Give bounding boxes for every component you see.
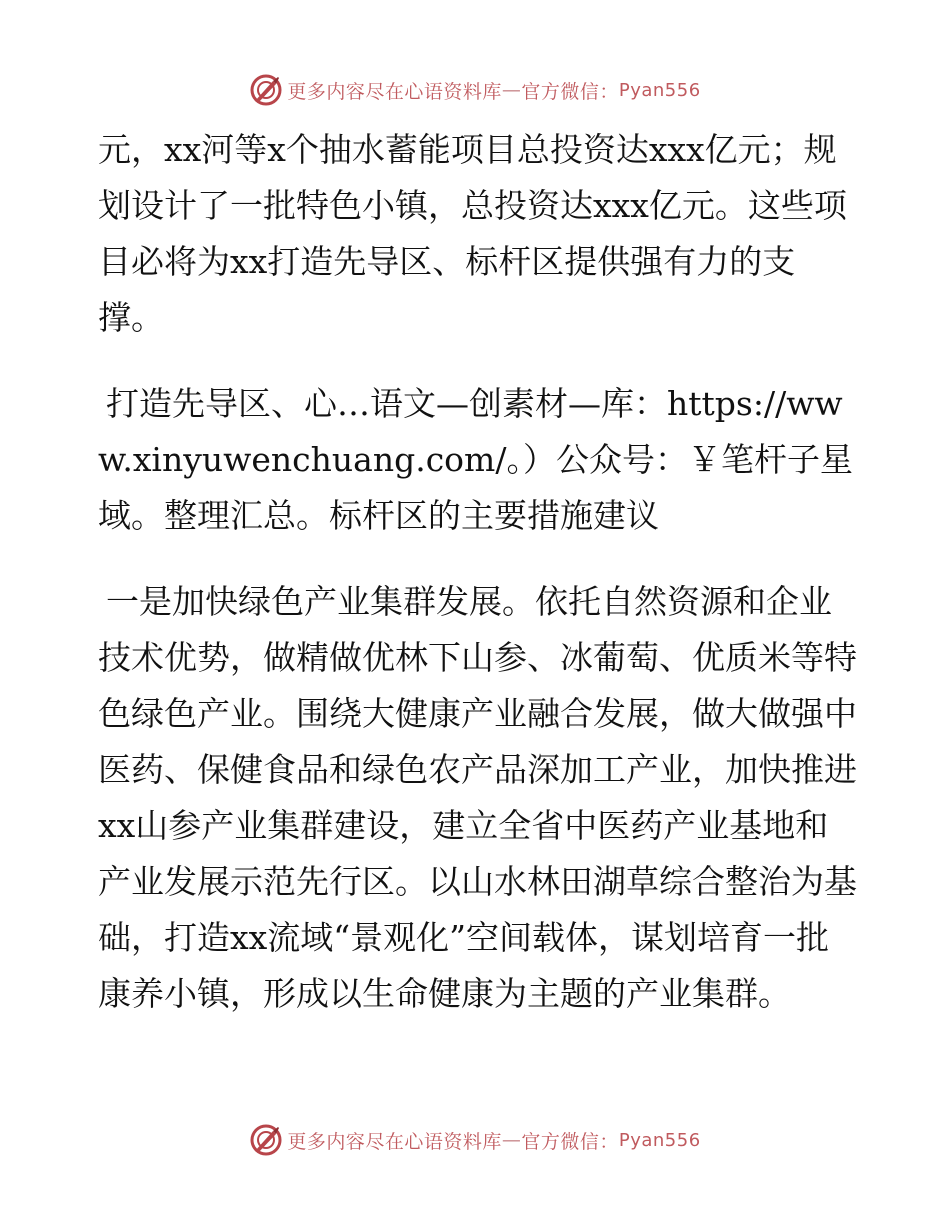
watermark-wechat-id: Pyan556: [618, 1129, 701, 1151]
watermark-wechat-label: 官方微信：: [521, 80, 619, 103]
watermark-text: 更多内容尽在心语资料库: [287, 80, 502, 103]
header-watermark: [0, 70, 950, 110]
document-body: [98, 122, 858, 1052]
watermark-dash: —: [501, 1129, 522, 1151]
paragraph-1: 元，xx河等x个抽水蓄能项目总投资达xxx亿元；规划设计了一批特色小镇，总投资达xxx亿元。这些项目必将为xx打造先导区、标杆区提供强有力的支撑。: [98, 130, 847, 337]
watermark-text: 更多内容尽在心语资料库: [287, 1130, 502, 1153]
watermark-dash: —: [501, 79, 522, 101]
pen-logo-icon: [249, 73, 283, 107]
paragraph-2: 打造先导区、心…语文—创素材—库：https://www.xinyuwenchuang.com/。）公众号：￥笔杆子星域。整理汇总。标杆区的主要措施建议: [98, 384, 853, 535]
paragraph-3: 一是加快绿色产业集群发展。依托自然资源和企业技术优势，做精做优林下山参、冰葡萄、优质米等特色绿色产业。围绕大健康产业融合发展，做大做强中医药、保健食品和绿色农产品深加工产业，加快推进xx山参产业集群建设，建立全省中医药产业基地和产业发展示范先行区。以山水林田湖草综合整治为基础，打造xx流域“景观化”空间载体，谋划培育一批康养小镇，形成以生命健康为主题的产业集群。: [98, 582, 857, 1013]
pen-logo-icon: [249, 1123, 283, 1157]
footer-watermark: [0, 1120, 950, 1160]
watermark-wechat-id: Pyan556: [618, 79, 701, 101]
watermark-wechat-label: 官方微信：: [521, 1130, 619, 1153]
